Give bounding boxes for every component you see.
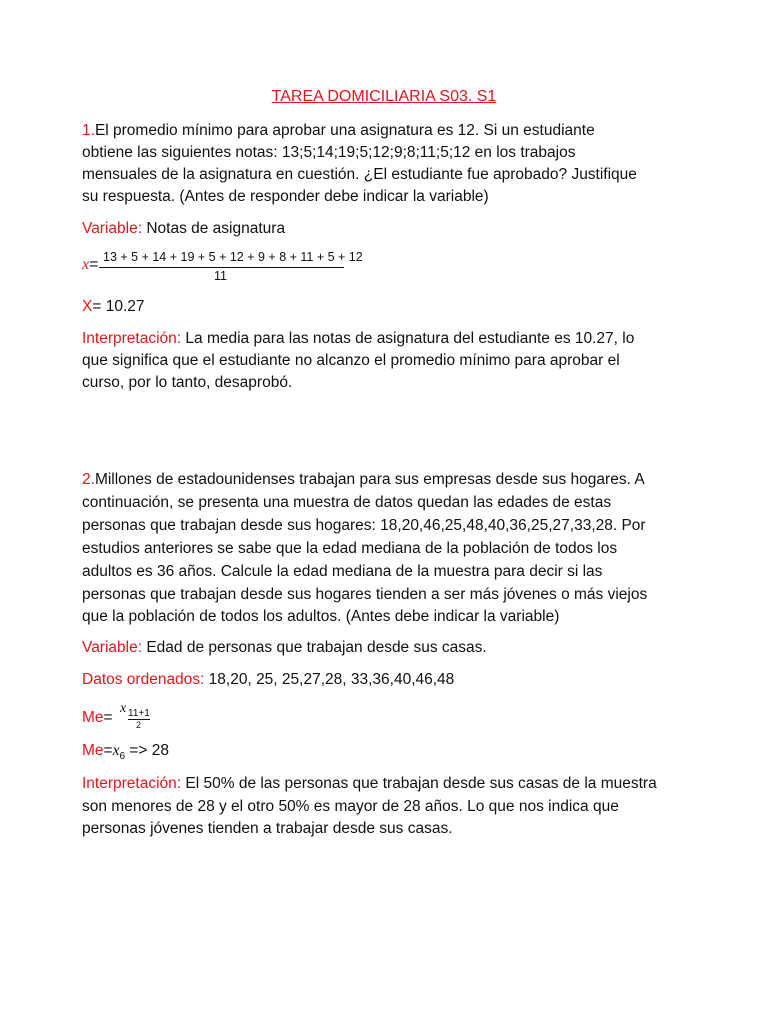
me1-x: x xyxy=(120,701,127,716)
q2-line-3: personas que trabajan desde sus hogares: 18,20,46,25,48,40,36,25,27,33,28. Por xyxy=(82,517,646,534)
me2-x: x xyxy=(112,742,120,759)
q1-line-4: su respuesta. (Antes de responder debe indicar la variable) xyxy=(82,188,489,205)
q1-line-3: mensuales de la asignatura en cuestión. ¿El estudiante fue aprobado? Justifique xyxy=(82,166,637,183)
me1-sub-numerator: 11+1 xyxy=(128,708,150,719)
q2-sorted-value: 18,20, 25, 25,27,28, 33,36,40,46,48 xyxy=(204,671,455,688)
q2-number: 2. xyxy=(82,471,95,488)
me1-equals: = xyxy=(103,709,113,726)
q2-line-5: adultos es 36 años. Calcule la edad mediana de la muestra para decir si las xyxy=(82,563,603,580)
q1-mean-formula xyxy=(82,256,98,274)
q1-interp-line-2: que significa que el estudiante no alcanzo el promedio mínimo para aprobar el xyxy=(82,352,620,369)
q2-line-6: personas que trabajan desde sus hogares tienden a ser más jóvenes o más viejos xyxy=(82,586,648,603)
mean-symbol: x xyxy=(82,256,90,273)
q2-sorted-data xyxy=(82,669,454,691)
q1-variable-label: Variable: xyxy=(82,220,143,237)
q2-interp-label: Interpretación: xyxy=(82,775,182,792)
q2-interp-line-2: son menores de 28 y el otro 50% es mayor de 28 años. Lo que nos indica que xyxy=(82,798,619,815)
document-title: TAREA DOMICILIARIA S03. S1 xyxy=(271,88,497,105)
q2-variable-value: Edad de personas que trabajan desde sus casas. xyxy=(142,639,487,656)
mean-equals: = xyxy=(89,256,99,273)
q2-variable xyxy=(82,637,487,659)
q1-fraction-bar xyxy=(99,267,344,268)
q2-line-1: 2.Millones de estadounidenses trabajan para sus empresas desde sus hogares. A xyxy=(82,471,645,488)
q1-variable xyxy=(82,218,285,240)
me2-result: => 28 xyxy=(125,742,170,759)
q2-interp-line-3: personas jóvenes tienden a trabajar desde sus casas. xyxy=(82,820,453,837)
me1-label: Me xyxy=(82,709,104,726)
me2-equals: = xyxy=(103,742,113,759)
q1-line-1: 1.El promedio mínimo para aprobar una asignatura es 12. Si un estudiante xyxy=(82,122,595,139)
q1-result-value: = 10.27 xyxy=(92,298,145,315)
q1-denominator: 11 xyxy=(214,269,227,283)
q2-line-2: continuación, se presenta una muestra de datos quedan las edades de estas xyxy=(82,494,612,511)
q1-numerator: 13 + 5 + 14 + 19 + 5 + 12 + 9 + 8 + 11 + 5 + 12 xyxy=(103,250,363,264)
q2-line-4: estudios anteriores se sabe que la edad mediana de la población de todos los xyxy=(82,540,618,557)
q2-variable-label: Variable: xyxy=(82,639,143,656)
q1-line-2: obtiene las siguientes notas: 13;5;14;19;5;12;9;8;11;5;12 en los trabajos xyxy=(82,144,576,161)
me1-sub-denominator: 2 xyxy=(136,720,142,730)
q1-interp-line-3: curso, por lo tanto, desaprobó. xyxy=(82,374,293,391)
q2-median-formula xyxy=(82,707,113,729)
me2-subscript: 6 xyxy=(119,751,126,763)
q1-number: 1. xyxy=(82,122,95,139)
me2-label: Me xyxy=(82,742,104,759)
q2-interp-line-1: Interpretación: El 50% de las personas que trabajan desde sus casas de la muestra xyxy=(82,775,657,792)
q1-variable-value: Notas de asignatura xyxy=(142,220,286,237)
q1-result xyxy=(82,296,145,318)
q2-line-7: que la población de todos los adultos. (Antes debe indicar la variable) xyxy=(82,608,560,625)
q1-interp-line-1: Interpretación: La media para las notas de asignatura del estudiante es 10.27, lo xyxy=(82,330,635,347)
q2-median-result xyxy=(82,740,169,768)
q1-interp-label: Interpretación: xyxy=(82,330,182,347)
q2-sorted-label: Datos ordenados: xyxy=(82,671,205,688)
q1-result-label: X xyxy=(82,298,93,315)
